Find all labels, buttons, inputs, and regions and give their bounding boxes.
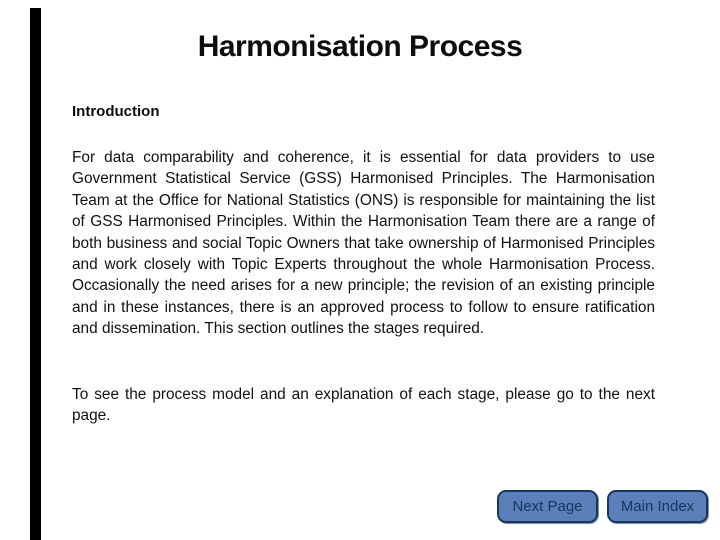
main-index-button[interactable]: [607, 490, 708, 523]
left-accent-bar: [30, 8, 41, 540]
section-heading-introduction: Introduction: [72, 103, 160, 120]
next-page-button-label: Next Page: [512, 498, 583, 515]
intro-paragraph: For data comparability and coherence, it is essential for data providers to use Government Statistical Service (GSS) Harmonised Principles. The Harmonisation Team at the Office for National Statistics (ONS) is responsible for maintaining the list of GSS Harmonised Principles. Within the Harmonisation Team there are a range of both business and social Topic Owners that take ownership of Harmonised Principles and work closely with Topic Experts throughout the whole Harmonisation Process. Occasionally the need arises for a new principle; the revision of an existing principle and in these instances, there is an approved process to follow to ensure ratification and dissemination. This section outlines the stages required.: [72, 149, 655, 338]
next-page-note-paragraph: To see the process model and an explanation of each stage, please go to the next page.: [72, 386, 655, 425]
next-page-button[interactable]: [497, 490, 598, 523]
main-index-button-label: Main Index: [620, 498, 695, 515]
page-title: Harmonisation Process: [197, 30, 523, 63]
